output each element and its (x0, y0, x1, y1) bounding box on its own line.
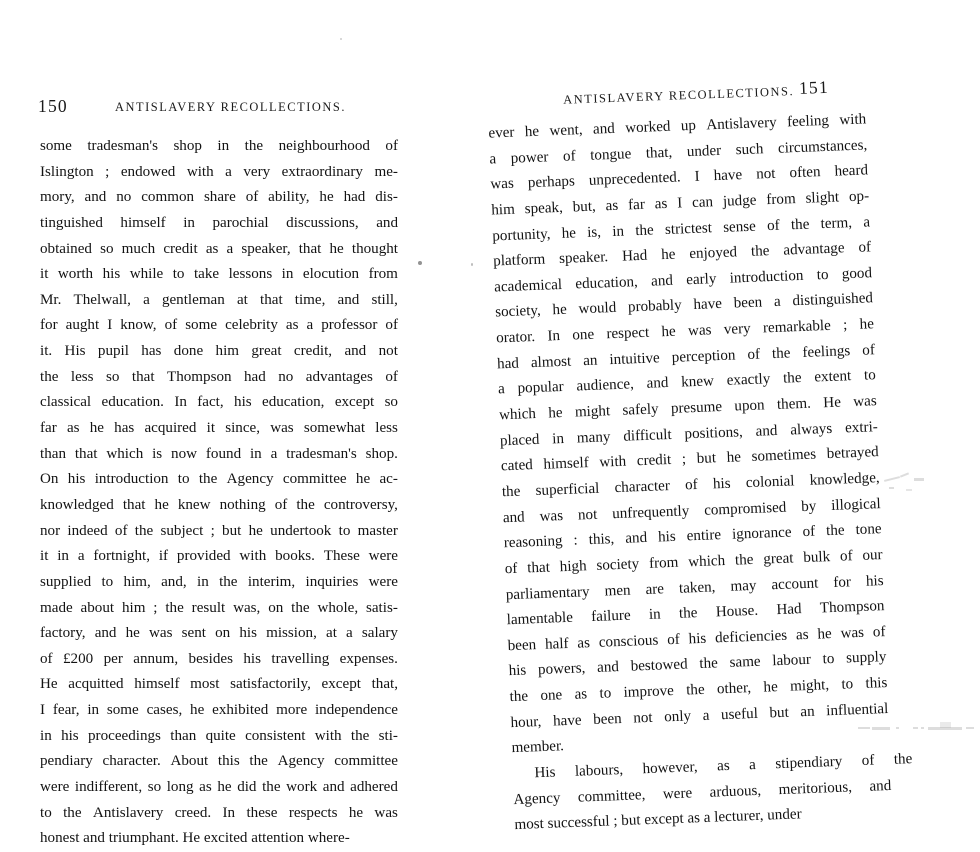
text-line: a popular audience, and knew exactly the extent to (497, 367, 877, 398)
text-line: platform speaker. Had he enjoyed the advantage of (492, 239, 872, 270)
text-line: lamentable failure in the House. Had Thompson (506, 598, 885, 629)
text-line: it in a fortnight, if provided with books. These were (40, 548, 398, 565)
text-line: Islington ; endowed with a very extraordinary me- (40, 163, 398, 180)
text-line: his powers, and bestowed the same labour to supply (508, 649, 887, 680)
text-line: obtained so much credit as a speaker, that he thought (40, 240, 398, 257)
text-line: far as he has acquired it since, was somewhat less (40, 420, 398, 437)
text-line: I fear, in some cases, he exhibited more independence (40, 702, 398, 719)
scan-speck (418, 261, 422, 265)
text-line: for aught I know, of some celebrity as a professor of (40, 317, 398, 334)
scan-smudge (906, 489, 912, 491)
scan-smudge (914, 478, 924, 481)
left-page-running-head (0, 96, 470, 116)
text-line: hour, have been not only a useful but an influential (510, 700, 889, 731)
text-line: pendiary character. About this the Agency committee (40, 753, 398, 770)
text-line: him speak, but, as far as I can judge from slight op- (491, 188, 870, 219)
text-line: the less so that Thompson had no advantages of (40, 368, 398, 385)
text-line: mory, and no common share of ability, he had dis- (40, 189, 398, 206)
text-line: was perhaps unprecedented. I have not often heard (490, 162, 869, 193)
left-page-paragraph (40, 134, 398, 852)
text-line: Agency committee, were arduous, meritorious, and (513, 777, 892, 808)
text-line: He acquitted himself most satisfactorily, except that, (40, 676, 398, 693)
text-line: factory, and he was sent on his mission, at a salary (40, 625, 398, 642)
text-line: society, he would probably have been a distinguished (494, 290, 874, 321)
text-line: parliamentary men are taken, may account for his (505, 572, 884, 603)
left-page-text-column (40, 134, 398, 852)
text-line: to the Antislavery creed. In these respects he was (40, 804, 398, 821)
right-page-text-column (488, 107, 913, 839)
scan-smudge (889, 487, 894, 489)
left-page-running-title: ANTISLAVERY RECOLLECTIONS. (115, 100, 346, 114)
scan-speck (471, 263, 473, 266)
text-line: and was not unfrequently compromised by illogical (502, 495, 881, 526)
text-line: of £200 per annum, besides his travelling expenses. (40, 650, 398, 667)
right-page-paragraph (488, 107, 913, 839)
text-line: in his proceedings than quite consistent with the sti- (40, 727, 398, 744)
right-page-running-head (469, 71, 979, 110)
text-line: it. His pupil has done him great credit, and not (40, 343, 398, 360)
text-line: knowledged that he knew nothing of the controversy, (40, 496, 398, 513)
text-line: a power of tongue that, under such circumstances, (489, 137, 868, 168)
text-line: of that high society from which the great bulk of our (504, 546, 883, 578)
text-line: classical education. In fact, his education, except so (40, 394, 398, 411)
text-line: ever he went, and worked up Antislavery feeling with (488, 111, 867, 142)
text-line: the one as to improve the other, he might, to this (509, 675, 888, 706)
right-page (470, 0, 980, 834)
left-page (0, 0, 470, 847)
text-line: academical education, and early introduction to good (493, 265, 873, 296)
text-line: tinguished himself in parochial discussions, and (40, 214, 398, 231)
text-line: On his introduction to the Agency committee he ac- (40, 471, 398, 488)
text-line: placed in many difficult positions, and always extri- (499, 418, 879, 450)
text-line: nor indeed of the subject ; but he undertook to master (40, 522, 398, 539)
text-line: orator. In one respect he was very remarkable ; he (495, 316, 875, 347)
text-line: portunity, he is, in the strictest sense of the term, a (492, 213, 871, 245)
text-line: supplied to him, and, in the interim, inquiries were (40, 573, 398, 590)
text-line: reasoning : this, and his entire ignorance of the tone (503, 521, 882, 552)
text-line: had almost an intuitive perception of the feelings of (496, 341, 876, 373)
text-line: the superficial character of his colonial knowledge, (501, 470, 880, 501)
text-line: it worth his while to take lessons in elocution from (40, 266, 398, 283)
text-line: cated himself with credit ; but he sometimes betrayed (500, 444, 880, 475)
text-line: been half as conscious of his deficiencies as he was of (507, 623, 886, 655)
text-line: member. (511, 738, 565, 757)
text-line: were indifferent, so long as he did the work and adhered (40, 779, 398, 796)
right-page-folio: 151 (798, 76, 830, 98)
scan-speck (340, 38, 342, 40)
scan-edge-artifact (940, 722, 962, 730)
text-line: some tradesman's shop in the neighbourhood of (40, 138, 398, 154)
right-page-running-title: ANTISLAVERY RECOLLECTIONS. (563, 84, 795, 107)
text-line: honest and triumphant. He excited attention where- (40, 830, 350, 847)
text-line: than that which is now found in a tradesman's shop. (40, 445, 398, 462)
text-line: Mr. Thelwall, a gentleman at that time, and still, (40, 291, 398, 308)
text-line: His labours, however, as a stipendiary of the (534, 751, 913, 782)
text-line: most successful ; but except as a lecturer, under (514, 806, 802, 834)
text-line: made about him ; the result was, on the whole, satis- (40, 599, 398, 616)
left-page-folio: 150 (38, 96, 68, 116)
text-line: which he might safely presume upon them. He was (498, 393, 878, 424)
